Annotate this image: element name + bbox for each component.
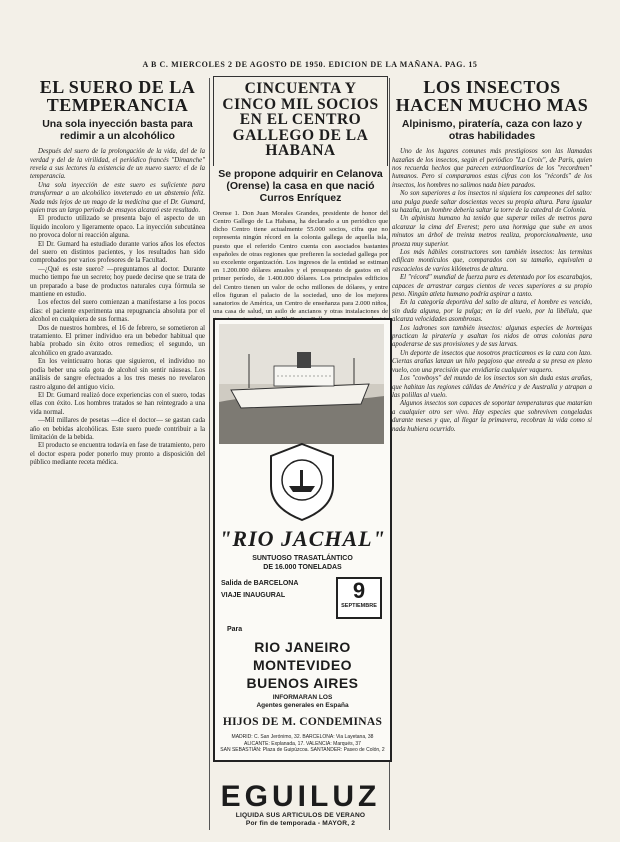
- subhead-centro-gallego: Se propone adquirir en Celanova (Orense) la casa en que nació Curros Enríquez: [218, 167, 383, 204]
- headline-box: [213, 76, 388, 166]
- address-line: SAN SEBASTIÁN: Plaza de Guipúzcoa. SANTANDER: Paseo de Colón, 2: [220, 747, 385, 753]
- ship-desc-line: SUNTUOSO TRASATLÁNTICO: [252, 555, 353, 562]
- info-line: Agentes generales en España: [256, 702, 349, 709]
- para-label: Para: [227, 626, 243, 633]
- body-paragraph: Algunos insectos son capaces de soportar temperaturas que matarían a cualquier otro ser vivo. Hay especies que sobreviven congeladas durante meses y que, al llegar la primavera, recobran la vida como si nada hubiera ocurrido.: [392, 400, 592, 433]
- sailing-date-box: [336, 577, 382, 619]
- eguiluz-line: LIQUIDA SUS ARTICULOS DE VERANO: [235, 812, 366, 819]
- subhead-suero: Una sola inyección basta para redimir a un alcohólico: [42, 118, 193, 143]
- sailing-port: Salida de BARCELONA: [221, 580, 299, 587]
- body-paragraph: El producto se encuentra todavía en fase de tratamiento, pero el doctor espera poder ponerlo muy pronto a disposición del público mediante receta médica.: [30, 442, 205, 467]
- lead-paragraph: Después del suero de la prolongación de la vida, del de la verdad y del de la virilidad, el periódico francés "Dimanche" revela a sus lectores la existencia de un nuevo suero: el de la temperancia.: [30, 148, 205, 181]
- column-rule-left: [209, 78, 210, 830]
- ad-rio-jachal: [213, 318, 392, 762]
- destinations: [215, 638, 390, 692]
- body-paragraph: En la categoría deportiva del salto de altura, el hombre es vencido, sin duda alguna, por la pulga; en la del vuelo, por la libélula, que alcanza velocidades asombrosas.: [392, 299, 592, 324]
- eguiluz-line: Por fin de temporada - MAYOR, 2: [245, 820, 356, 827]
- body-paragraph: Un deporte de insectos que nosotros practicamos es la caza con lazo. Ciertas arañas lanzan un hilo pegajoso que enreda a su presa en pleno vuelo, con una precisión que envidiaría cualquier vaquero.: [392, 349, 592, 374]
- agent-addresses: [219, 734, 386, 754]
- sailing-info: [221, 578, 298, 602]
- body-suero: [30, 215, 205, 467]
- running-head: A B C. MIERCOLES 2 DE AGOSTO DE 1950. EDICION DE LA MAÑANA. PAG. 15: [142, 60, 478, 69]
- article-suero: [30, 76, 205, 832]
- destination: RIO JANEIRO: [254, 639, 351, 655]
- ship-description: [215, 554, 390, 572]
- body-paragraph: Los efectos del suero comienzan a manifestarse a los pocos días: el paciente experimenta una repugnancia absoluta por el alcohol en cualquiera de sus formas.: [30, 299, 205, 324]
- body-paragraph: El "récord" mundial de fuerza pura es detentado por los escarabajos, capaces de arrastrar cargas cientos de veces superiores a su propio peso. Ningún atleta humano podría aspirar a tanto.: [392, 274, 592, 299]
- eguiluz-name: EGUILUZ: [220, 780, 381, 813]
- sailing-day: 9: [352, 578, 366, 603]
- body-paragraph: El Dr. Gumard realizó doce experiencias con el suero, todas ellas con éxito. Los hombres tratados se han reintegrado a una vida normal.: [30, 391, 205, 416]
- ship-name: "RIO JACHAL": [219, 526, 386, 551]
- agent-name: HIJOS DE M. CONDEMINAS: [222, 716, 383, 728]
- body-insectos: [392, 148, 592, 434]
- address-line: ALICANTE: Explanada, 17. VALENCIA: Marqués, 37: [244, 740, 361, 747]
- info-line: INFORMARAN LOS: [272, 694, 333, 701]
- destination: MONTEVIDEO: [252, 657, 353, 673]
- ad-eguiluz: [213, 782, 388, 828]
- emblem-mast-icon: [300, 470, 303, 486]
- body-paragraph: —Mil millares de pesetas —dice el doctor— se gastan cada año en bebidas alcohólicas. Este suero puede contribuir a la limitación de la bebida.: [30, 417, 205, 441]
- lead-paragraph: Una sola inyección de este suero es suficiente para transformar a un alcohólico inveterado en un abstemio feliz. Nada más lejos de un mago de la medicina que el Dr. Gumard, quien tras un largo periodo de ensayos alcanzó este resultado.: [30, 181, 205, 214]
- body-paragraph: Dos de nuestros hombres, el 16 de febrero, se sometieron al tratamiento. El primer individuo era un bebedor habitual que había probado sin éxito otros remedios; el segundo, un alcohólico en grado avanzado.: [30, 324, 205, 357]
- address-line: MADRID: C. San Jerónimo, 32. BARCELONA: Via Layetana, 38: [231, 734, 374, 740]
- destination: BUENOS AIRES: [246, 675, 359, 691]
- headline-insectos: LOS INSECTOS HACEN MUCHO MAS: [395, 77, 589, 115]
- lead-suero: [30, 148, 205, 215]
- subhead-insectos: Alpinismo, piratería, caza con lazo y otras habilidades: [401, 118, 583, 143]
- ship-desc-line: DE 16.000 TONELADAS: [263, 564, 342, 571]
- body-paragraph: Un alpinista humano ha tenido que superar miles de metros para alcanzar la cima del Everest; pero una hormiga que sube en unos minutos un árbol de treinta metros realiza, proporcionalmente, una proeza muy superior.: [392, 215, 592, 248]
- article-centro-gallego: [213, 76, 388, 316]
- body-centro-gallego: Orense 1. Don Juan Morales Grandes, presidente de honor del Centro Gallego de La Habana, ha declarado a un periódico que dicho Centro tiene actualmente 55.000 socios, cifra que no representa ningún récord en la colonia gallega de aquella isla, puesto que el referido Centro cuenta con asociados bastantes españoles de otras regiones que prefieren la sociedad gallega por su excelente organización. Los ingresos de la entidad se estiman en 1.200.000 dólares anuales y el presupuesto de gastos en el primer período, de 1.400.000 dólares. Los principales edificios del Centro tienen un valor de ocho millones de dólares, y entre ellos figuran el palacio de la sociedad, uno de los mejores sanatorios de América, un Centro de enseñanza para 2.000 niños, una casa de salud, un asilo de ancianos y otras instalaciones de: [213, 209, 388, 316]
- body-paragraph: —¿Qué es este suero? —preguntamos al doctor. Durante mucho tiempo fue un secreto; hoy puede decirse que se trata de un preparado a base de productos naturales cuya fórmula se mantiene en estudio.: [30, 265, 205, 299]
- body-paragraph: Los más hábiles constructores son también insectos: las termitas edifican montículos que, comparados con su tamaño, equivalen a rascacielos de varios kilómetros de altura.: [392, 249, 592, 273]
- body-paragraph: El producto utilizado se presenta bajo el aspecto de un líquido incoloro y ligeramente opaco. La inyección subcutánea no provoca dolor ni reacción alguna.: [30, 215, 205, 240]
- emblem-ship-icon: [289, 486, 315, 492]
- article-insectos: [392, 76, 592, 832]
- headline-centro-gallego: CINCUENTA Y CINCO MIL SOCIOS EN EL CENTRO GALLEGO DE LA HABANA: [222, 80, 379, 159]
- sailing-type: VIAJE INAUGURAL: [221, 592, 286, 599]
- body-paragraph: El Dr. Gumard ha estudiado durante varios años los efectos del suero en distintos pacientes, y los resultados han sido comprobados por varios profesores de la Facultad.: [30, 240, 205, 265]
- shipping-line-emblem-icon: [267, 442, 337, 522]
- sailing-month: SEPTIEMBRE: [341, 603, 377, 609]
- body-paragraph: En los veinticuatro horas que siguieron, el individuo no podía beber una sola gota de alcohol sin sentir náuseas. Los análisis de sangre efectuados a los tres meses no revelaron rastro alguno del antiguo vicio.: [30, 358, 205, 391]
- body-paragraph: Los ladrones son también insectos: algunas especies de hormigas practican la piratería y asaltan los nidos de otras colonias para apoderarse de sus provisiones y de sus larvas.: [392, 324, 592, 349]
- body-paragraph: Uno de los lugares comunes más prestigiosos son las llamadas hazañas de los insectos, según el periódico "La Croix", de París, quien nos recuerda hechos que parecen extraordinarios de los "recordmen" humanos. Pero si comparamos estas cifras con los "récords" de los insectos, los hombres no salimos nada bien parados.: [392, 148, 592, 189]
- body-paragraph: Los "cowboys" del mundo de los insectos son sin duda estas arañas, que habitan las regiones cálidas de América y de Australia y atrapan a las polillas al vuelo.: [392, 375, 592, 399]
- body-paragraph: No son superiores a los insectos ni siquiera los campeones del salto: una pulga puede saltar doscientas veces su propia altura. Para igualar su hazaña, un hombre debería saltar la torre de la catedral de Colonia.: [392, 190, 592, 214]
- headline-suero: EL SUERO DE LA TEMPERANCIA: [39, 77, 196, 115]
- info-lines: [215, 694, 390, 710]
- ship-illustration: [219, 324, 384, 444]
- ship-funnel-icon: [297, 352, 311, 368]
